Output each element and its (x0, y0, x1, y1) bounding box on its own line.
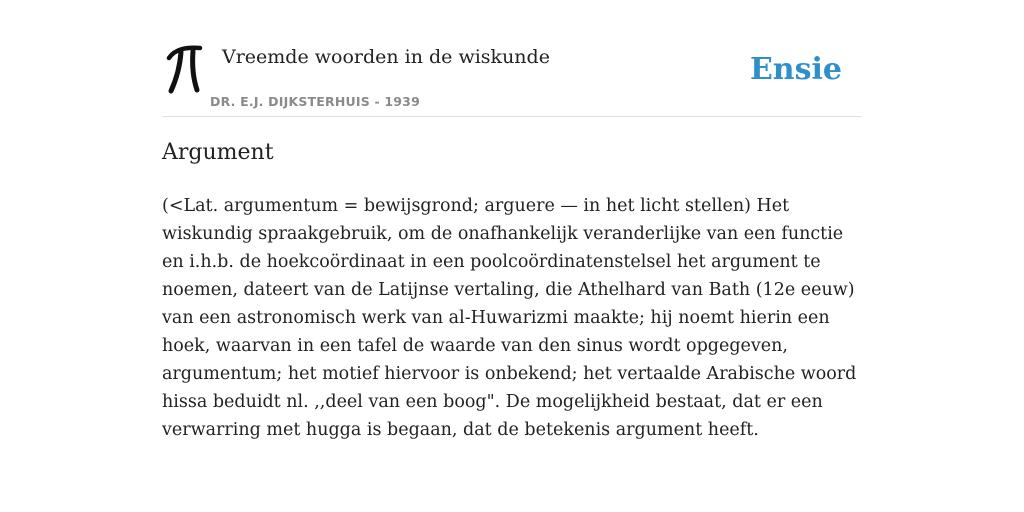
entry-title: Argument (162, 140, 274, 165)
pi-icon[interactable] (166, 44, 204, 96)
book-author: DR. E.J. DIJKSTERHUIS - 1939 (210, 94, 420, 109)
brand-logo-link[interactable]: Ensie (749, 52, 842, 87)
book-header (162, 0, 862, 117)
page (162, 0, 862, 440)
book-title[interactable]: Vreemde woorden in de wiskunde (222, 46, 550, 68)
entry-body: (<Lat. argumentum = bewijsgrond; arguere — in het licht stellen) Het wiskundig spraakgebruik, om de onafhankelijk veranderlijke van een functie en i.h.b. de hoekcoördinaat in een poolcoördinatenstelsel het argument te noemen, dateert van de Latijnse vertaling, die Athelhard van Bath (12e eeuw) van een astronomisch werk van al-Huwarizmi maakte; hij noemt hierin een hoek, waarvan in een tafel de waarde van den sinus wordt opgegeven, argumentum; het motief hiervoor is onbekend; het vertaalde Arabische woord hissa beduidt nl. ,,deel van een boog". De mogelijkheid bestaat, dat er een verwarring met hugga is begaan, dat de betekenis argument heeft. (162, 196, 857, 440)
